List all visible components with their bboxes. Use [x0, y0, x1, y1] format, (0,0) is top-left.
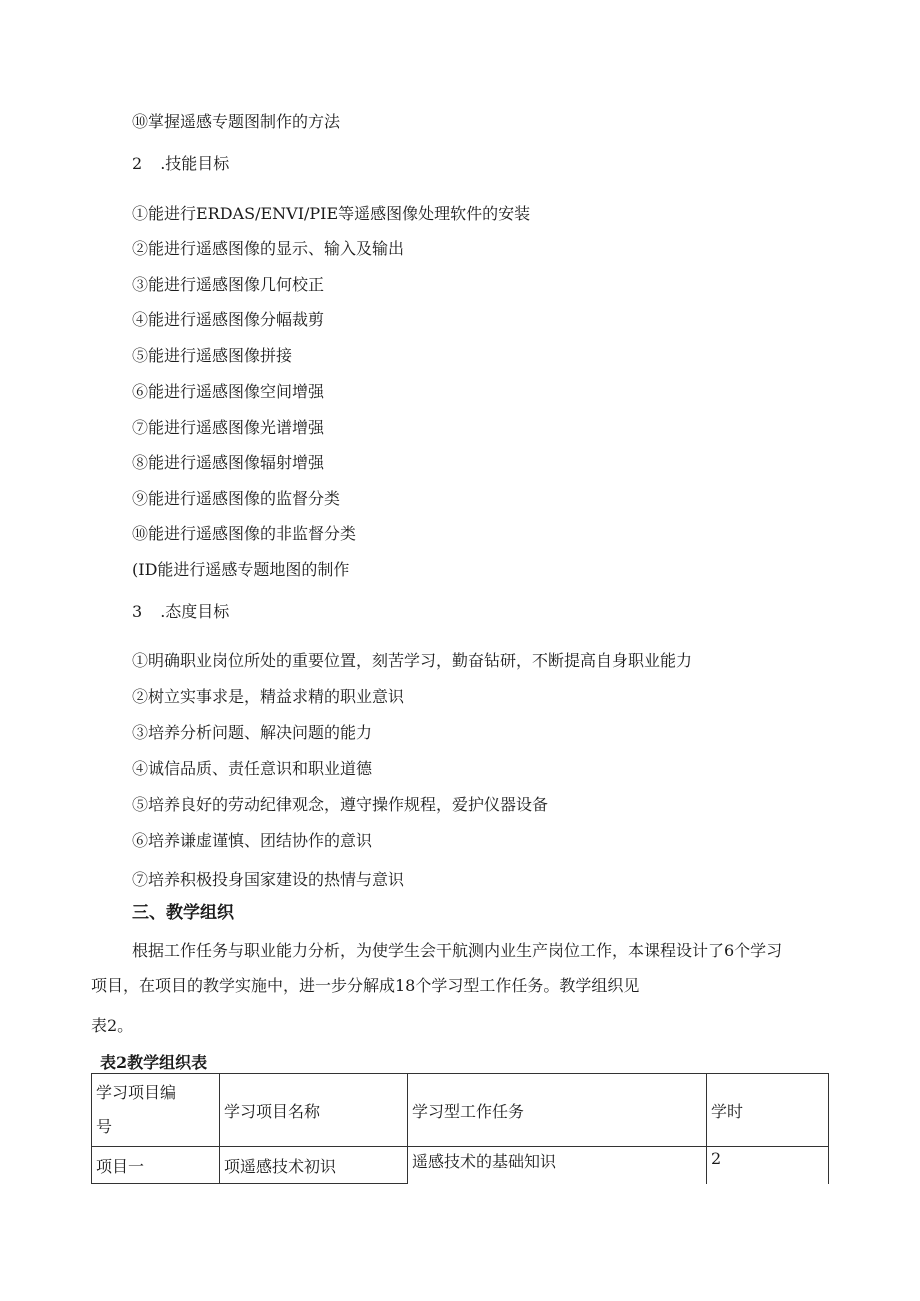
header-project-number-line2: 号 — [96, 1117, 113, 1136]
teaching-organization-table — [91, 1073, 829, 1184]
cell-hours — [707, 1147, 829, 1184]
header-project-name: 学习项目名称 — [224, 1101, 321, 1121]
paragraph-line-1: 根据工作任务与职业能力分析，为使学生会干航测内业生产岗位工作，本课程设计了6个学习 — [132, 941, 783, 960]
header-cell-project-number — [92, 1074, 220, 1147]
header-work-task: 学习型工作任务 — [412, 1101, 525, 1121]
attitude-item: ②树立实事求是，精益求精的职业意识 — [132, 687, 405, 706]
paragraph-line-3: 表2。 — [91, 1016, 134, 1035]
header-cell-hours — [707, 1074, 829, 1147]
attitude-item: ①明确职业岗位所处的重要位置，刻苦学习，勤奋钻研，不断提高自身职业能力 — [132, 651, 693, 670]
attitude-item: ④诚信品质、责任意识和职业道德 — [132, 759, 373, 778]
work-task: 遥感技术的基础知识 — [412, 1152, 557, 1171]
skill-item: ④能进行遥感图像分幅裁剪 — [132, 310, 325, 329]
project-name: 项遥感技术初识 — [224, 1156, 337, 1176]
skill-item: ⑦能进行遥感图像光谱增强 — [132, 418, 325, 437]
skill-item: ⑥能进行遥感图像空间增强 — [132, 382, 325, 401]
skill-item: ⑤能进行遥感图像拼接 — [132, 346, 293, 365]
section-heading: 三、教学组织 — [132, 903, 234, 923]
header-hours: 学时 — [711, 1101, 744, 1121]
skill-item: ③能进行遥感图像几何校正 — [132, 275, 325, 294]
attitude-item: ⑥培养谦虚谨慎、团结协作的意识 — [132, 831, 373, 850]
header-project-number-line1: 学习项目编 — [96, 1083, 177, 1102]
cell-work-task — [408, 1147, 707, 1184]
attitude-heading-text: .态度目标 — [160, 602, 230, 621]
skill-item: ①能进行ERDAS/ENVI/PIE等遥感图像处理软件的安装 — [132, 204, 531, 223]
table-row — [92, 1147, 829, 1184]
table-header-row — [92, 1074, 829, 1147]
skill-item: ⑨能进行遥感图像的监督分类 — [132, 489, 341, 508]
knowledge-item-10: ⑩掌握遥感专题图制作的方法 — [132, 112, 341, 131]
skills-heading-number: 2 — [132, 154, 143, 173]
table-caption: 表2教学组织表 — [100, 1053, 208, 1072]
header-cell-work-task — [408, 1074, 707, 1147]
header-cell-project-name — [220, 1074, 408, 1147]
attitude-heading-number: 3 — [132, 602, 143, 621]
skill-item: ②能进行遥感图像的显示、输入及输出 — [132, 239, 405, 258]
skill-item: ⑩能进行遥感图像的非监督分类 — [132, 524, 357, 543]
attitude-item: ③培养分析问题、解决问题的能力 — [132, 723, 373, 742]
cell-project-name — [220, 1147, 408, 1184]
hours: 2 — [711, 1149, 722, 1168]
skill-item: (ID能进行遥感专题地图的制作 — [132, 560, 350, 579]
cell-project-id — [92, 1147, 220, 1184]
skills-heading-text: .技能目标 — [160, 154, 230, 173]
paragraph-line-2: 项目，在项目的教学实施中，进一步分解成18个学习型工作任务。教学组织见 — [91, 976, 640, 995]
skill-item: ⑧能进行遥感图像辐射增强 — [132, 453, 325, 472]
skills-heading — [132, 154, 229, 174]
attitude-item: ⑦培养积极投身国家建设的热情与意识 — [132, 870, 405, 889]
project-id: 项目一 — [96, 1156, 145, 1176]
attitude-heading — [132, 602, 229, 622]
attitude-item: ⑤培养良好的劳动纪律观念，遵守操作规程，爱护仪器设备 — [132, 795, 549, 814]
